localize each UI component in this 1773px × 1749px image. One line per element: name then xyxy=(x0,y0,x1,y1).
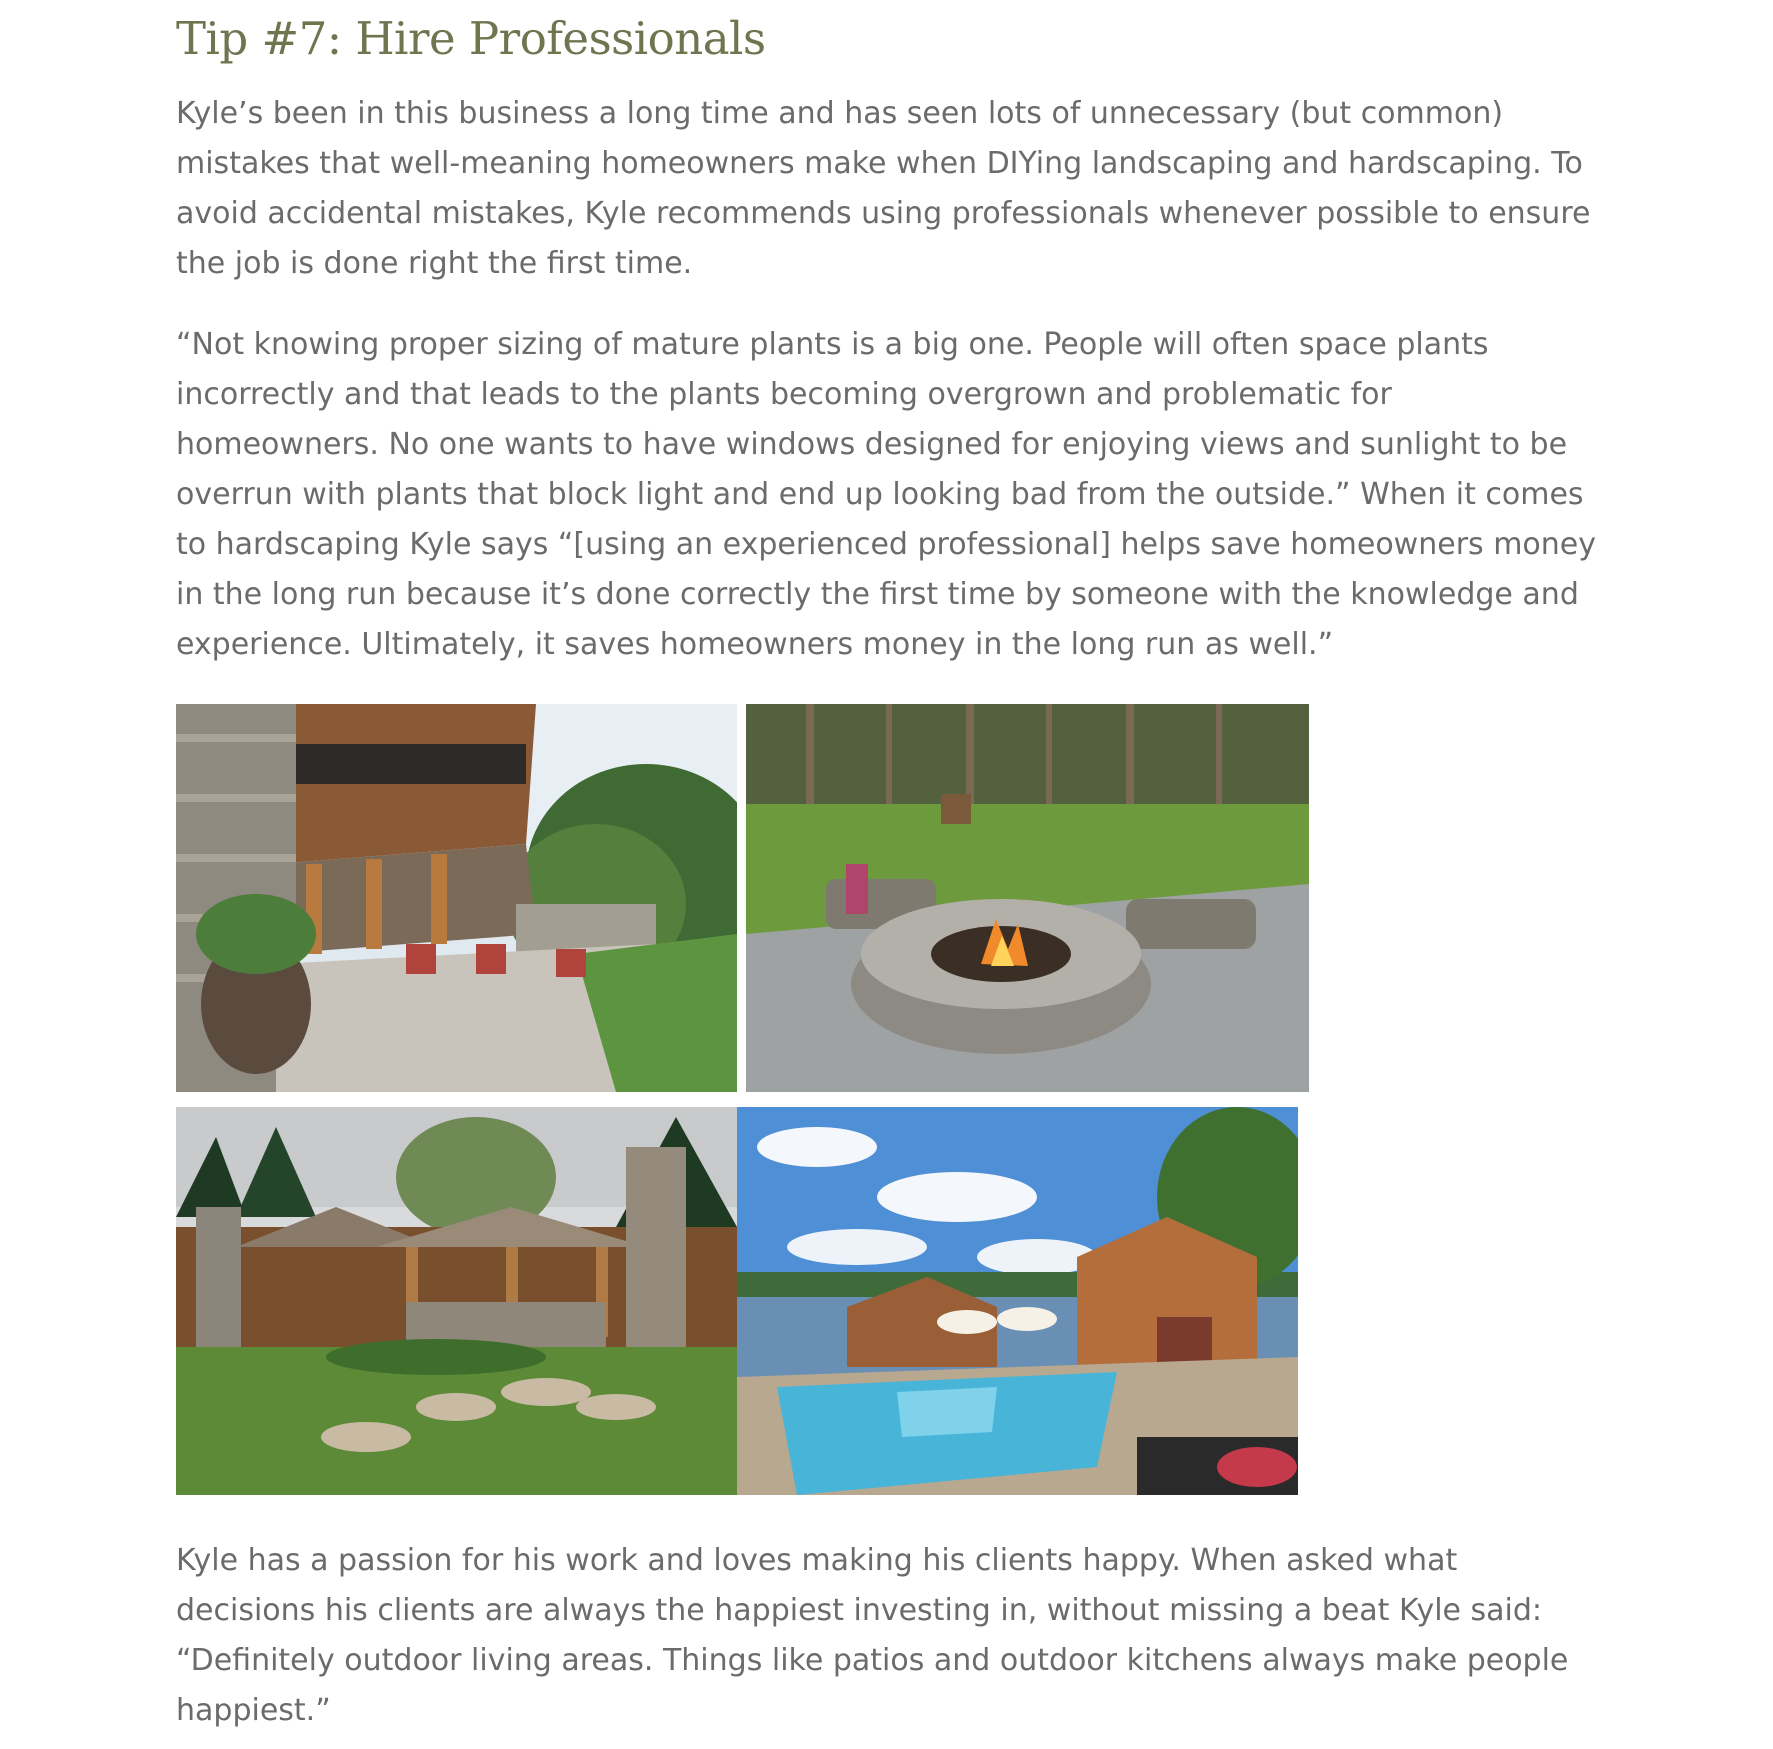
paragraph-quote xyxy=(176,320,1636,670)
text-line: decisions his clients are always the happiest investing in, without missing a beat Kyle said: xyxy=(176,1593,1543,1628)
text-line: happiest.” xyxy=(176,1693,331,1728)
paragraph-intro xyxy=(176,89,1636,289)
text-line: Kyle’s been in this business a long time and has seen lots of unnecessary (but common) xyxy=(176,96,1504,131)
photo-pool-lake-cabin xyxy=(737,1107,1298,1495)
photo-stone-house-patio xyxy=(176,704,737,1092)
paragraph-closing xyxy=(176,1536,1636,1736)
text-line: “Definitely outdoor living areas. Things like patios and outdoor kitchens always make people xyxy=(176,1643,1569,1678)
text-line: incorrectly and that leads to the plants becoming overgrown and problematic for xyxy=(176,377,1392,412)
text-line: “Not knowing proper sizing of mature plants is a big one. People will often space plants xyxy=(176,327,1489,362)
text-line: avoid accidental mistakes, Kyle recommends using professionals whenever possible to ensure xyxy=(176,196,1591,231)
text-line: in the long run because it’s done correctly the first time by someone with the knowledge and xyxy=(176,577,1579,612)
text-line: to hardscaping Kyle says “[using an experienced professional] helps save homeowners money xyxy=(176,527,1596,562)
text-line: overrun with plants that block light and end up looking bad from the outside.” When it comes xyxy=(176,477,1584,512)
section-heading: Tip #7: Hire Professionals xyxy=(176,12,766,65)
text-line: homeowners. No one wants to have windows designed for enjoying views and sunlight to be xyxy=(176,427,1568,462)
text-line: the job is done right the first time. xyxy=(176,246,693,281)
text-line: Kyle has a passion for his work and loves making his clients happy. When asked what xyxy=(176,1543,1458,1578)
photo-fire-pit xyxy=(746,704,1309,1092)
photo-log-home-gazebo xyxy=(176,1107,737,1495)
text-line: mistakes that well-meaning homeowners make when DIYing landscaping and hardscaping. To xyxy=(176,146,1583,181)
text-line: experience. Ultimately, it saves homeowners money in the long run as well.” xyxy=(176,627,1334,662)
